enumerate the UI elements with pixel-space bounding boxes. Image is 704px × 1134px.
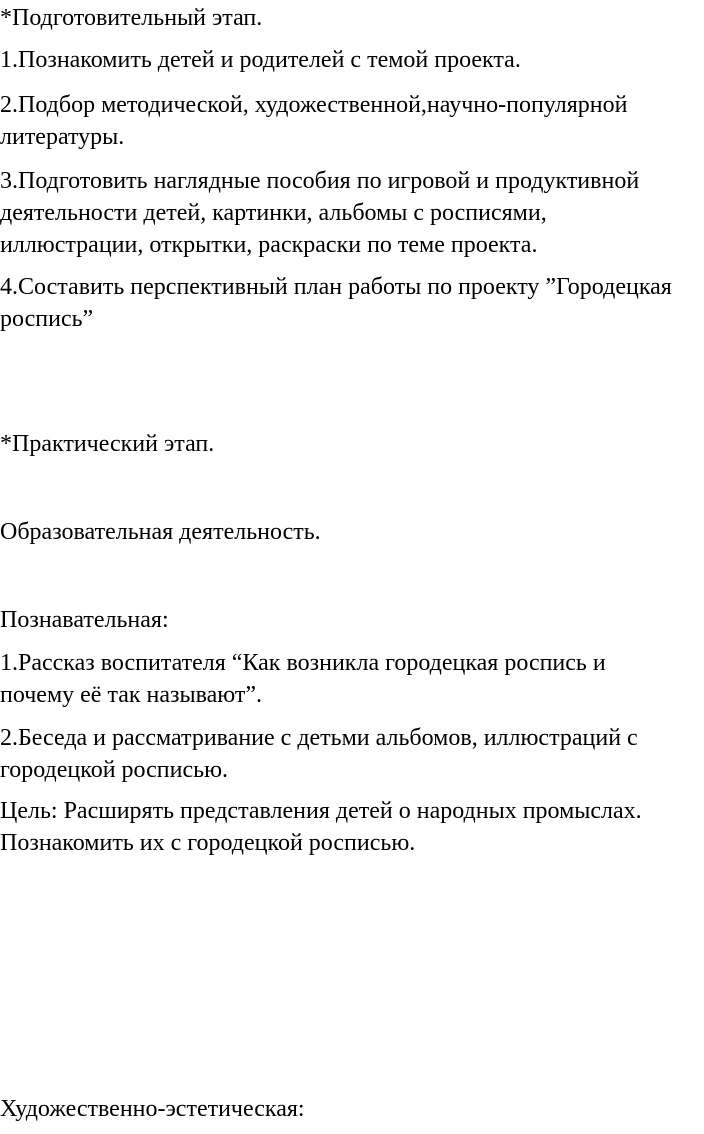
prep-item-2-line-2: литературы. bbox=[0, 124, 125, 150]
cognitive-item-2-line-2: городецкой росписью. bbox=[0, 757, 229, 783]
prep-item-4-line-1: 4.Составить перспективный план работы по проекту ”Городецкая bbox=[0, 274, 672, 300]
edu-activity-heading: Образовательная деятельность. bbox=[0, 519, 321, 545]
cognitive-item-1-line-2: почему её так называют”. bbox=[0, 682, 263, 708]
cognitive-heading: Познавательная: bbox=[0, 607, 169, 633]
prep-item-3-line-2: деятельности детей, картинки, альбомы с росписями, bbox=[0, 200, 547, 226]
practical-stage-heading: *Практический этап. bbox=[0, 431, 215, 457]
cognitive-item-2-line-1: 2.Беседа и рассматривание с детьми альбомов, иллюстраций с bbox=[0, 725, 638, 751]
prep-stage-heading: *Подготовительный этап. bbox=[0, 5, 263, 31]
prep-item-2-line-1: 2.Подбор методической, художественной,научно-популярной bbox=[0, 92, 628, 118]
prep-item-1: 1.Познакомить детей и родителей с темой проекта. bbox=[0, 47, 521, 73]
prep-item-3-line-3: иллюстрации, открытки, раскраски по теме проекта. bbox=[0, 232, 538, 258]
cognitive-goal-line-2: Познакомить их с городецкой росписью. bbox=[0, 830, 416, 856]
prep-item-3-line-1: 3.Подготовить наглядные пособия по игровой и продуктивной bbox=[0, 168, 640, 194]
cognitive-item-1-line-1: 1.Рассказ воспитателя “Как возникла городецкая роспись и bbox=[0, 650, 606, 676]
cognitive-goal-line-1: Цель: Расширять представления детей о народных промыслах. bbox=[0, 798, 642, 824]
prep-item-4-line-2: роспись” bbox=[0, 306, 94, 332]
artistic-heading: Художественно-эстетическая: bbox=[0, 1096, 305, 1122]
